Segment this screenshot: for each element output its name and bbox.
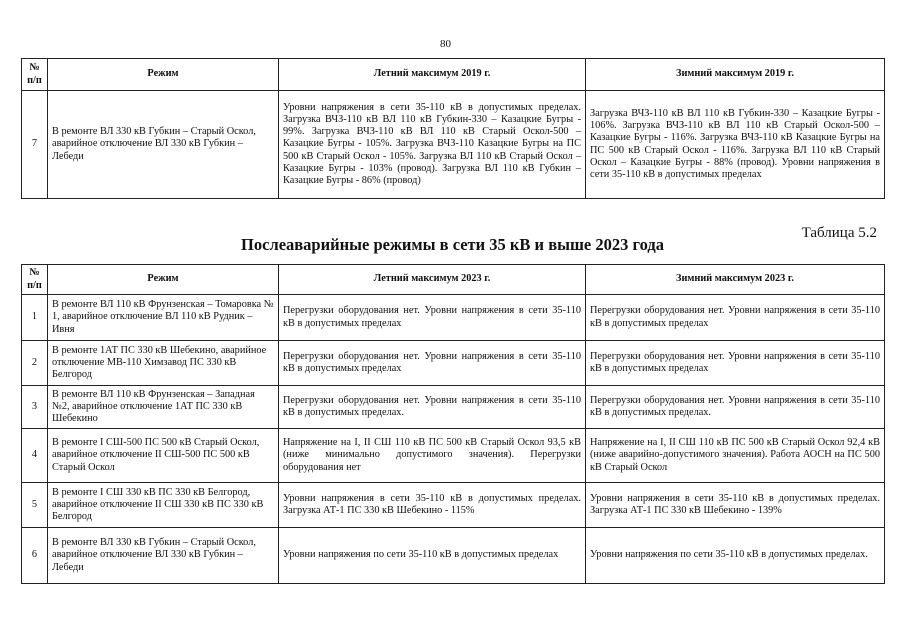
row-mode: В ремонте ВЛ 330 кВ Губкин – Старый Оскол, аварийное отключение ВЛ 330 кВ Губкин – Лебеди (48, 91, 279, 199)
row-mode: В ремонте ВЛ 110 кВ Фрунзенская – Западная №2, аварийное отключение 1АТ ПС 330 кВ Шебекино (48, 386, 279, 429)
row-mode: В ремонте I СШ 330 кВ ПС 330 кВ Белгород, аварийное отключение II СШ 330 кВ ПС 330 кВ Белгород (48, 483, 279, 528)
table-row (22, 386, 885, 429)
table-row (22, 341, 885, 386)
column-header-number: № п/п (22, 265, 48, 295)
table-header-row (22, 265, 885, 295)
row-winter: Перегрузки оборудования нет. Уровни напряжения в сети 35-110 кВ в допустимых пределах (586, 295, 885, 341)
row-number: 5 (22, 483, 48, 528)
column-header-winter: Зимний максимум 2023 г. (586, 265, 885, 295)
page-number: 80 (440, 38, 451, 50)
table-header-row (22, 59, 885, 91)
column-header-number: № п/п (22, 59, 48, 91)
row-winter: Загрузка ВЧЗ-110 кВ ВЛ 110 кВ Губкин-330 – Казацкие Бугры - 106%. Загрузка ВЧЗ-110 кВ ВЛ 110 кВ Старый Оскол-500 – Казацкие Бугры - 116%. Загрузка ВЧЗ-110 кВ Казацкие Бугры на ПС 500 кВ Старый Оскол - 116%. Загрузка ВЛ 110 кВ Старый Оскол – Казацкие Бугры - 88% (провод). Уровни напряжения в сети 35-110 кВ в допустимых пределах (586, 91, 885, 199)
column-header-mode: Режим (48, 265, 279, 295)
row-winter: Перегрузки оборудования нет. Уровни напряжения в сети 35-110 кВ в допустимых пределах. (586, 386, 885, 429)
table-title: Послеаварийные режимы в сети 35 кВ и выше 2023 года (241, 235, 664, 254)
column-header-winter: Зимний максимум 2019 г. (586, 59, 885, 91)
row-mode: В ремонте ВЛ 330 кВ Губкин – Старый Оскол, аварийное отключение ВЛ 330 кВ Губкин – Лебеди (48, 528, 279, 584)
row-winter: Уровни напряжения в сети 35-110 кВ в допустимых пределах. Загрузка АТ-1 ПС 330 кВ Шебекино - 139% (586, 483, 885, 528)
row-winter: Уровни напряжения по сети 35-110 кВ в допустимых пределах. (586, 528, 885, 584)
table-caption: Таблица 5.2 (801, 225, 877, 241)
row-number: 2 (22, 341, 48, 386)
row-summer: Уровни напряжения в сети 35-110 кВ в допустимых пределах. Загрузка АТ-1 ПС 330 кВ Шебекино - 115% (279, 483, 586, 528)
table-2019 (21, 58, 885, 199)
row-number: 3 (22, 386, 48, 429)
table-row (22, 528, 885, 584)
column-header-summer: Летний максимум 2019 г. (279, 59, 586, 91)
row-number: 4 (22, 429, 48, 483)
table-row (22, 429, 885, 483)
row-winter: Перегрузки оборудования нет. Уровни напряжения в сети 35-110 кВ в допустимых пределах (586, 341, 885, 386)
table-row (22, 295, 885, 341)
row-number: 1 (22, 295, 48, 341)
row-winter: Напряжение на I, II СШ 110 кВ ПС 500 кВ Старый Оскол 92,4 кВ (ниже аварийно-допустимого значения). Работа АОСН на ПС 500 кВ Старый Оскол (586, 429, 885, 483)
table-row (22, 483, 885, 528)
row-mode: В ремонте I СШ-500 ПС 500 кВ Старый Оскол, аварийное отключение II СШ-500 ПС 500 кВ Старый Оскол (48, 429, 279, 483)
row-summer: Уровни напряжения по сети 35-110 кВ в допустимых пределах (279, 528, 586, 584)
row-summer: Уровни напряжения в сети 35-110 кВ в допустимых пределах. Загрузка ВЧЗ-110 кВ ВЛ 110 кВ Губкин-330 – Казацкие Бугры - 99%. Загрузка ВЧЗ-110 кВ ВЛ 110 кВ Старый Оскол-500 – Казацкие Бугры - 105%. Загрузка ВЧЗ-110 Казацкие Бугры на ПС 500 кВ Старый Оскол - 105%. Загрузка ВЛ 110 кВ Старый Оскол – Казацкие Бугры - 103% (провод). Загрузка ВЛ 110 кВ Губкин – Казацкие Бугры - 86% (провод) (279, 91, 586, 199)
table-row (22, 91, 885, 199)
row-mode: В ремонте 1АТ ПС 330 кВ Шебекино, аварийное отключение МВ-110 Химзавод ПС 330 кВ Белгород (48, 341, 279, 386)
row-number: 7 (22, 91, 48, 199)
row-summer: Перегрузки оборудования нет. Уровни напряжения в сети 35-110 кВ в допустимых пределах (279, 341, 586, 386)
row-summer: Перегрузки оборудования нет. Уровни напряжения в сети 35-110 кВ в допустимых пределах (279, 295, 586, 341)
row-summer: Перегрузки оборудования нет. Уровни напряжения в сети 35-110 кВ в допустимых пределах. (279, 386, 586, 429)
row-mode: В ремонте ВЛ 110 кВ Фрунзенская – Томаровка № 1, аварийное отключение ВЛ 110 кВ Рудник – Ивня (48, 295, 279, 341)
column-header-mode: Режим (48, 59, 279, 91)
column-header-summer: Летний максимум 2023 г. (279, 265, 586, 295)
row-number: 6 (22, 528, 48, 584)
table-2023 (21, 264, 885, 584)
row-summer: Напряжение на I, II СШ 110 кВ ПС 500 кВ Старый Оскол 93,5 кВ (ниже минимально допустимого значения). Перегрузки оборудования нет (279, 429, 586, 483)
